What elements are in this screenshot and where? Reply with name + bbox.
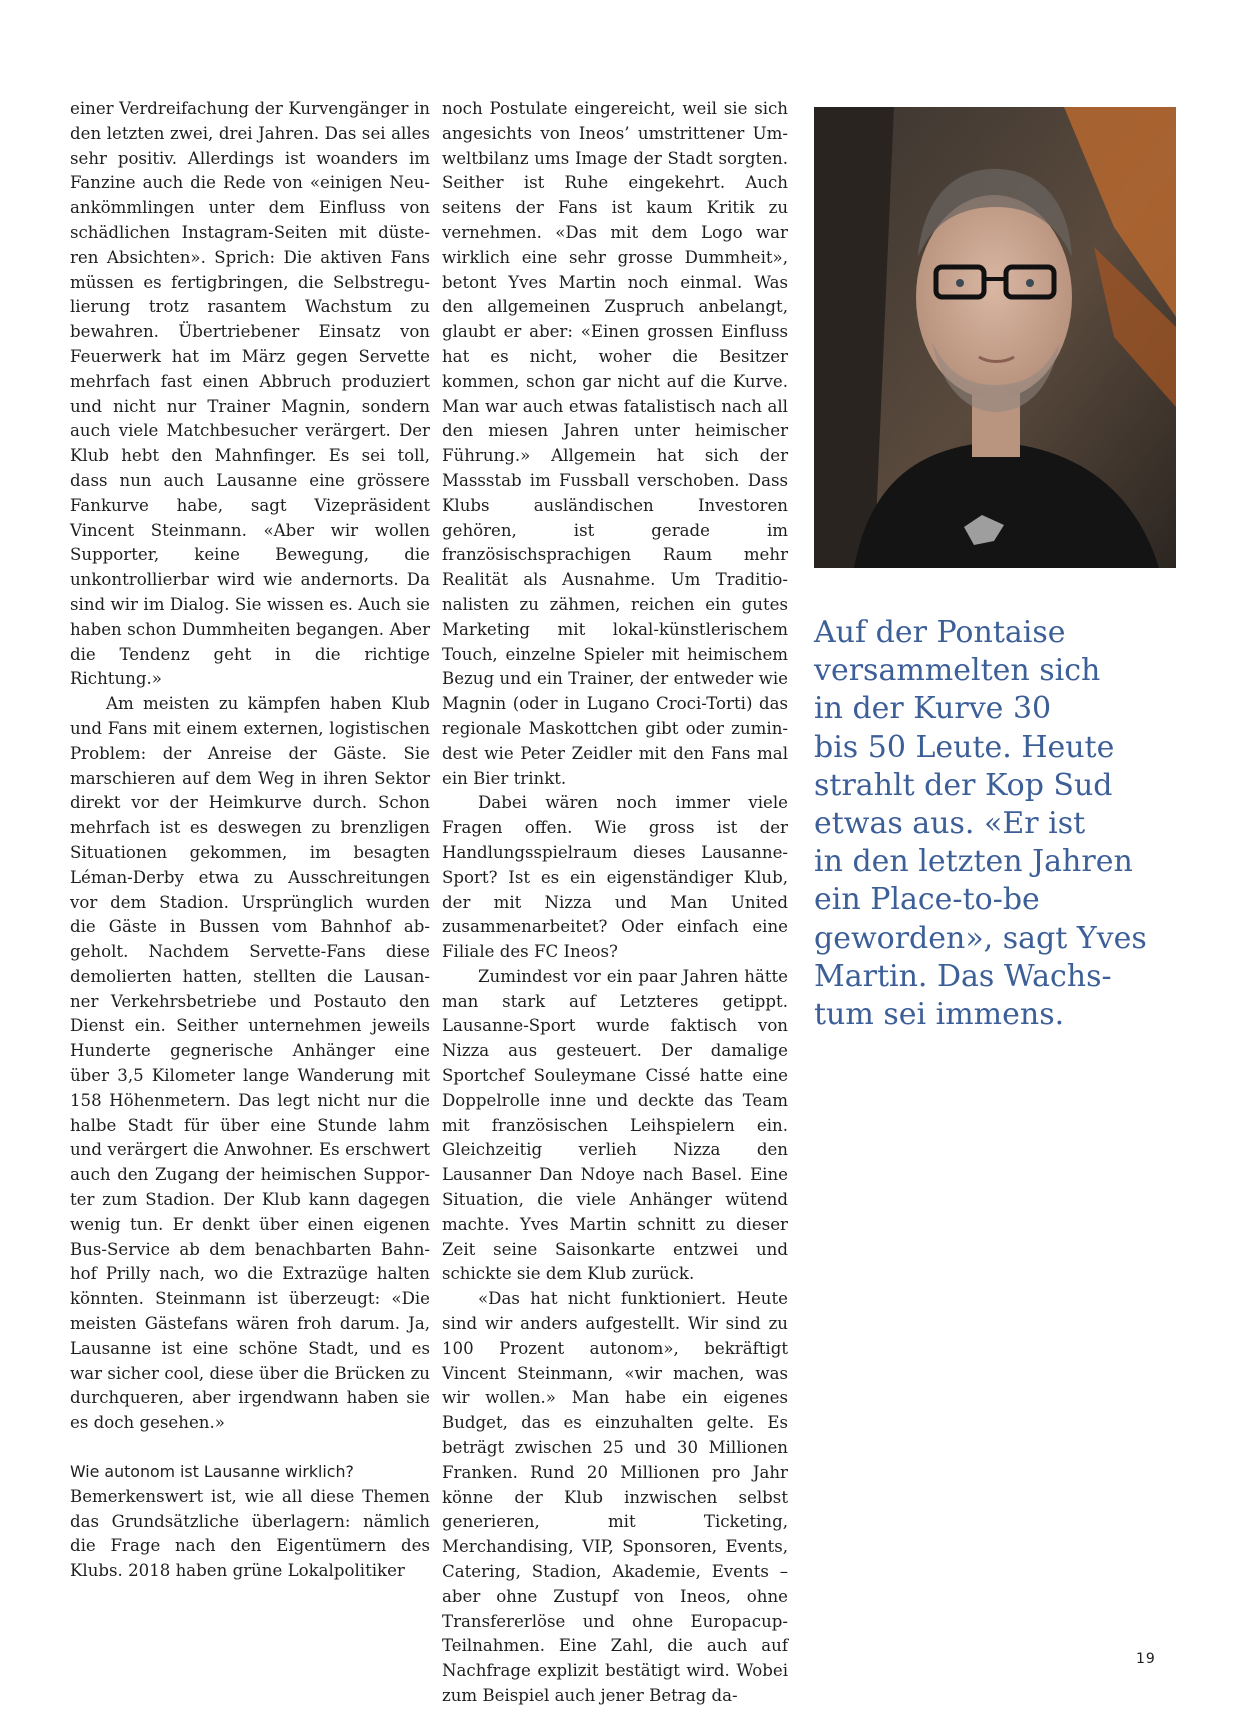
- portrait-photo: [814, 107, 1176, 568]
- body-paragraph: Am meisten zu kämpfen haben Klub und Fans mit einem externen, logistischen Problem: der Anreise der Gäste. Sie marschieren auf dem Weg in ihren Sektor direkt vor der Heimkurve durch. Schon mehrfach ist es deswegen zu brenzligen Situationen gekommen, im besagten Léman-Derby etwa zu Ausschreitungen vor dem Stadion. Ursprünglich wurden die Gäste in Bussen vom Bahnhof abgeholt. Nachdem Servette-Fans diese demolierten hatten, stellten die Lausanner Verkehrsbetriebe und Postauto den Dienst ein. Seither unternehmen jeweils Hunderte gegnerische Anhänger eine über 3,5 Kilometer lange Wanderung mit 158 Höhenmetern. Das legt nicht nur die halbe Stadt für über eine Stunde lahm und verärgert die Anwohner. Es erschwert auch den Zugang der heimischen Supporter zum Stadion. Der Klub kann dagegen wenig tun. Er denkt über einen eigenen Bus-Service ab dem benachbarten Bahnhof Prilly nach, wo die Extrazüge halten könnten. Steinmann ist überzeugt: «Die meisten Gästefans wären froh darum. Ja, Lausanne ist eine schöne Stadt, und es war sicher cool, diese über die Brücken zu durchqueren, aber irgendwann haben sie es doch gesehen.»: [70, 694, 430, 1433]
- article-column-2: [442, 97, 788, 1709]
- article-column-1: [70, 97, 430, 1584]
- pull-quote-line: Auf der Pontaise: [814, 615, 1066, 650]
- pull-quote: [814, 614, 1204, 1034]
- pull-quote-line: in den letzten Jahren: [814, 844, 1133, 880]
- body-paragraph: «Das hat nicht funktioniert. Heute sind wir anders aufgestellt. Wir sind zu 100 Prozent autonom», bekräftigt Vincent Steinmann, «wir machen, was wir wollen.» Man habe ein eigenes Budget, das es einzuhalten gelte. Es beträgt zwischen 25 und 30 Millionen Franken. Rund 20 Millionen pro Jahr könne der Klub inzwischen selbst generieren, mit Ticketing, Merchandising, VIP, Sponsoren, Events, Catering, Stadion, Akademie, Events – aber ohne Zustupf von Ineos, ohne Transfererlöse und ohne Europacup-Teilnahmen. Eine Zahl, die auch auf Nachfrage explizit bestätigt wird. Wobei zum Beispiel auch jener Betrag da-: [442, 1289, 788, 1705]
- pull-quote-line: geworden», sagt Yves: [814, 920, 1147, 956]
- pull-quote-line: bis 50 Leute. Heute: [814, 729, 1115, 765]
- body-paragraph: Dabei wären noch immer viele Fragen offen. Wie gross ist der Handlungsspielraum dieses Lausanne-Sport? Ist es ein eigenständiger Klub, der mit Nizza und Man United zusammenarbeitet? Oder einfach eine Filiale des FC Ineos?: [442, 793, 788, 962]
- body-paragraph: noch Postulate eingereicht, weil sie sich angesichts von Ineos’ umstrittener Umweltbilanz ums Image der Stadt sorgten. Seither ist Ruhe eingekehrt. Auch seitens der Fans ist kaum Kritik zu vernehmen. «Das mit dem Logo war wirklich eine sehr grosse Dummheit», betont Yves Martin noch einmal. Was den allgemeinen Zuspruch anbelangt, glaubt er aber: «Einen grossen Einfluss hat es nicht, woher die Besitzer kommen, schon gar nicht auf die Kurve. Man war auch etwas fatalistisch nach all den miesen Jahren unter heimischer Führung.» Allgemein hat sich der Massstab im Fussball verschoben. Dass Klubs ausländischen Investoren gehören, ist gerade im französischsprachigen Raum mehr Realität als Ausnahme. Um Traditionalisten zu zähmen, reichen ein gutes Marketing mit lokal-künstlerischem Touch, einzelne Spieler mit heimischem Bezug und ein Trainer, der entweder wie Magnin (oder in Lugano Croci-Torti) das regionale Maskottchen gibt oder zumindest wie Peter Zeidler mit den Fans mal ein Bier trinkt.: [442, 99, 788, 788]
- pull-quote-line: etwas aus. «Er ist: [814, 806, 1086, 842]
- portrait-illustration: [814, 107, 1176, 568]
- pull-quote-line: ein Place-to-be: [814, 882, 1040, 918]
- pull-quote-line: in der Kurve 30: [814, 691, 1052, 727]
- pull-quote-line: Martin. Das Wachs-: [814, 958, 1112, 994]
- page-number: 19: [1136, 1651, 1156, 1667]
- pull-quote-line: tum sei immens.: [814, 997, 1065, 1033]
- section-subheading: Wie autonom ist Lausanne wirklich?: [70, 1462, 354, 1482]
- body-paragraph: einer Verdreifachung der Kurvengänger in den letzten zwei, drei Jahren. Das sei alles sehr positiv. Allerdings ist woanders im Fanzine auch die Rede von «einigen Neuankömmlingen unter dem Einfluss von schädlichen Instagram-Seiten mit düsteren Absichten». Sprich: Die aktiven Fans müssen es fertigbringen, die Selbstregulierung trotz rasantem Wachstum zu bewahren. Übertriebener Einsatz von Feuerwerk hat im März gegen Servette mehrfach fast einen Abbruch produziert und nicht nur Trainer Magnin, sondern auch viele Matchbesucher verärgert. Der Klub hebt den Mahnfinger. Es sei toll, dass nun auch Lausanne eine grössere Fankurve habe, sagt Vizepräsident Vincent Steinmann. «Aber wir wollen Supporter, keine Bewegung, die unkontrollierbar wird wie andernorts. Da sind wir im Dialog. Sie wissen es. Auch sie haben schon Dummheiten begangen. Aber die Tendenz geht in die richtige Richtung.»: [70, 99, 430, 689]
- pull-quote-line: versammelten sich: [814, 653, 1101, 689]
- body-paragraph: Zumindest vor ein paar Jahren hätte man stark auf Letzteres getippt. Lausanne-Sport wurde faktisch von Nizza aus gesteuert. Der damalige Sportchef Souleymane Cissé hatte eine Doppelrolle inne und deckte das Team mit französischen Leihspielern ein. Gleichzeitig verlieh Nizza den Lausanner Dan Ndoye nach Basel. Eine Situation, die viele Anhänger wütend machte. Yves Martin schnitt zu dieser Zeit seine Saisonkarte entzwei und schickte sie dem Klub zurück.: [442, 966, 788, 1284]
- body-paragraph: Bemerkenswert ist, wie all diese Themen das Grundsätzliche überlagern: nämlich die Frage nach den Eigentümern des Klubs. 2018 haben grüne Lokalpolitiker: [70, 1486, 430, 1581]
- pull-quote-line: strahlt der Kop Sud: [814, 767, 1113, 803]
